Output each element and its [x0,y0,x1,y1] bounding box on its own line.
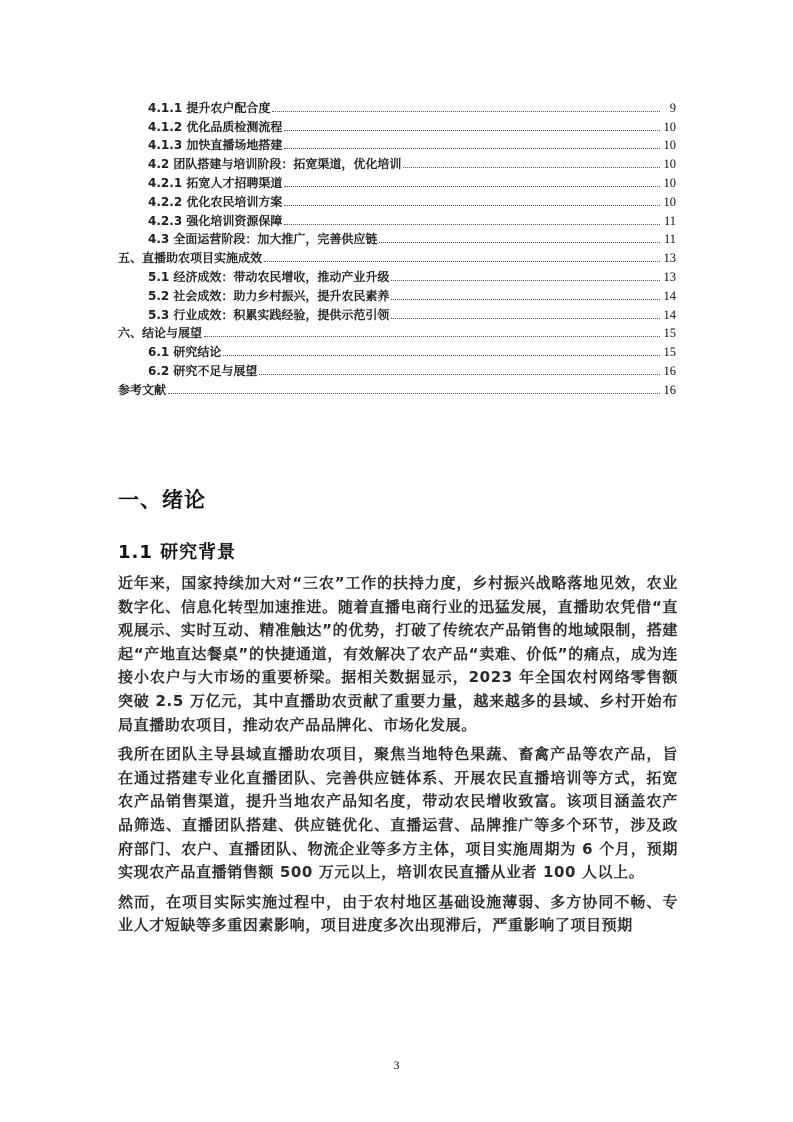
toc-entry-title: 6.2 研究不足与展望 [148,363,258,378]
toc-entry-title: 4.2 团队搭建与培训阶段：拓宽渠道，优化培训 [148,157,402,172]
toc-leader-dots [272,110,660,112]
paragraph: 近年来，国家持续加大对“三农”工作的扶持力度，乡村振兴战略落地见效，农业数字化、信息化转型加速推进。随着直播电商行业的迅猛发展，直播助农凭借“直观展示、实时互动、精准触达”的优势，打破了传统农产品销售的地域限制，搭建起“产地直达餐桌”的快捷通道，有效解决了农产品“卖难、价低”的痛点，成为连接小农户与大市场的重要桥梁。据相关数据显示，2023 年全国农村网络零售额突破 2.5 万亿元，其中直播助农贡献了重要力量，越来越多的县域、乡村开始布局直播助农项目，推动农产品品牌化、市场化发展。 [118,574,678,734]
toc-entry[interactable] [118,303,676,322]
section-heading: 1.1 研究背景 [118,542,237,563]
toc-entry[interactable] [118,190,676,209]
paragraph: 然而，在项目实际实施过程中，由于农村地区基础设施薄弱、多方协同不畅、专业人才短缺等多重因素影响，项目进度多次出现滞后，严重影响了项目预期 [118,892,678,935]
paragraph: 我所在团队主导县域直播助农项目，聚焦当地特色果蔬、畜禽产品等农产品，旨在通过搭建专业化直播团队、完善供应链体系、开展农民直播培训等方式，拓宽农产品销售渠道，提升当地农产品知名度，带动农民增收致富。该项目涵盖农产品筛选、直播团队搭建、供应链优化、直播运营、品牌推广等多个环节，涉及政府部门、农户、直播团队、物流企业等多方主体，项目实施周期为 6 个月，预期实现农产品直播销售额 500 万元以上，培训农民直播从业者 100 人以上。 [118,745,678,882]
toc-leader-dots [391,317,660,319]
toc-entry-page: 16 [663,363,676,378]
toc-leader-dots [403,166,660,168]
toc-leader-dots [168,392,660,394]
toc-entry-page: 10 [663,119,676,134]
toc-entry[interactable] [118,340,676,359]
toc-entry-title: 参考文献 [118,382,167,397]
toc-entry-page: 11 [663,232,676,247]
toc-entry-page: 13 [663,251,676,266]
toc-entry[interactable] [118,152,676,171]
toc-entry-page: 13 [663,269,676,284]
table-of-contents [118,96,676,397]
toc-leader-dots [284,223,660,225]
toc-entry-title: 五、直播助农项目实施成效 [118,251,263,266]
toc-entry-page: 16 [663,382,676,397]
toc-entry-title: 4.1.1 提升农户配合度 [148,100,271,115]
toc-entry-title: 6.1 研究结论 [148,345,222,360]
toc-entry-page: 14 [663,307,676,322]
toc-leader-dots [264,260,660,262]
toc-entry-page: 14 [663,288,676,303]
page-number: 3 [393,1058,400,1072]
toc-leader-dots [391,298,660,300]
toc-entry[interactable] [118,359,676,378]
toc-entry-page: 15 [663,326,676,341]
toc-entry[interactable] [118,322,676,341]
toc-leader-dots [391,279,660,281]
toc-entry[interactable] [118,115,676,134]
toc-entry-title: 4.1.2 优化品质检测流程 [148,119,283,134]
toc-entry-title: 4.1.3 加快直播场地搭建 [148,138,283,153]
toc-entry-page: 10 [663,157,676,172]
toc-leader-dots [204,335,660,337]
toc-entry[interactable] [118,246,676,265]
toc-entry[interactable] [118,228,676,247]
toc-entry-title: 5.3 行业成效：积累实践经验，提供示范引领 [148,307,390,322]
toc-entry-page: 9 [669,100,676,115]
body-text [118,572,678,944]
toc-entry-title: 4.2.1 拓宽人才招聘渠道 [148,175,283,190]
toc-entry-page: 15 [663,345,676,360]
toc-entry-title: 5.2 社会成效：助力乡村振兴，提升农民素养 [148,288,390,303]
toc-leader-dots [259,373,660,375]
toc-entry-page: 10 [663,194,676,209]
toc-leader-dots [284,147,660,149]
toc-entry-title: 5.1 经济成效：带动农民增收，推动产业升级 [148,269,390,284]
toc-entry[interactable] [118,284,676,303]
toc-entry[interactable] [118,209,676,228]
toc-entry-page: 10 [663,138,676,153]
toc-entry-title: 4.2.3 强化培训资源保障 [148,213,283,228]
toc-entry-page: 10 [663,175,676,190]
toc-entry[interactable] [118,265,676,284]
toc-leader-dots [379,241,660,243]
chapter-heading: 一、绪论 [118,488,206,512]
toc-entry-page: 11 [663,213,676,228]
toc-leader-dots [223,354,660,356]
toc-entry[interactable] [118,96,676,115]
toc-entry[interactable] [118,134,676,153]
toc-entry[interactable] [118,171,676,190]
toc-leader-dots [284,204,660,206]
toc-entry-title: 4.2.2 优化农民培训方案 [148,194,283,209]
toc-entry-title: 六、结论与展望 [118,326,203,341]
toc-entry-title: 4.3 全面运营阶段：加大推广，完善供应链 [148,232,378,247]
toc-leader-dots [284,129,660,131]
toc-leader-dots [284,185,660,187]
toc-entry[interactable] [118,378,676,397]
